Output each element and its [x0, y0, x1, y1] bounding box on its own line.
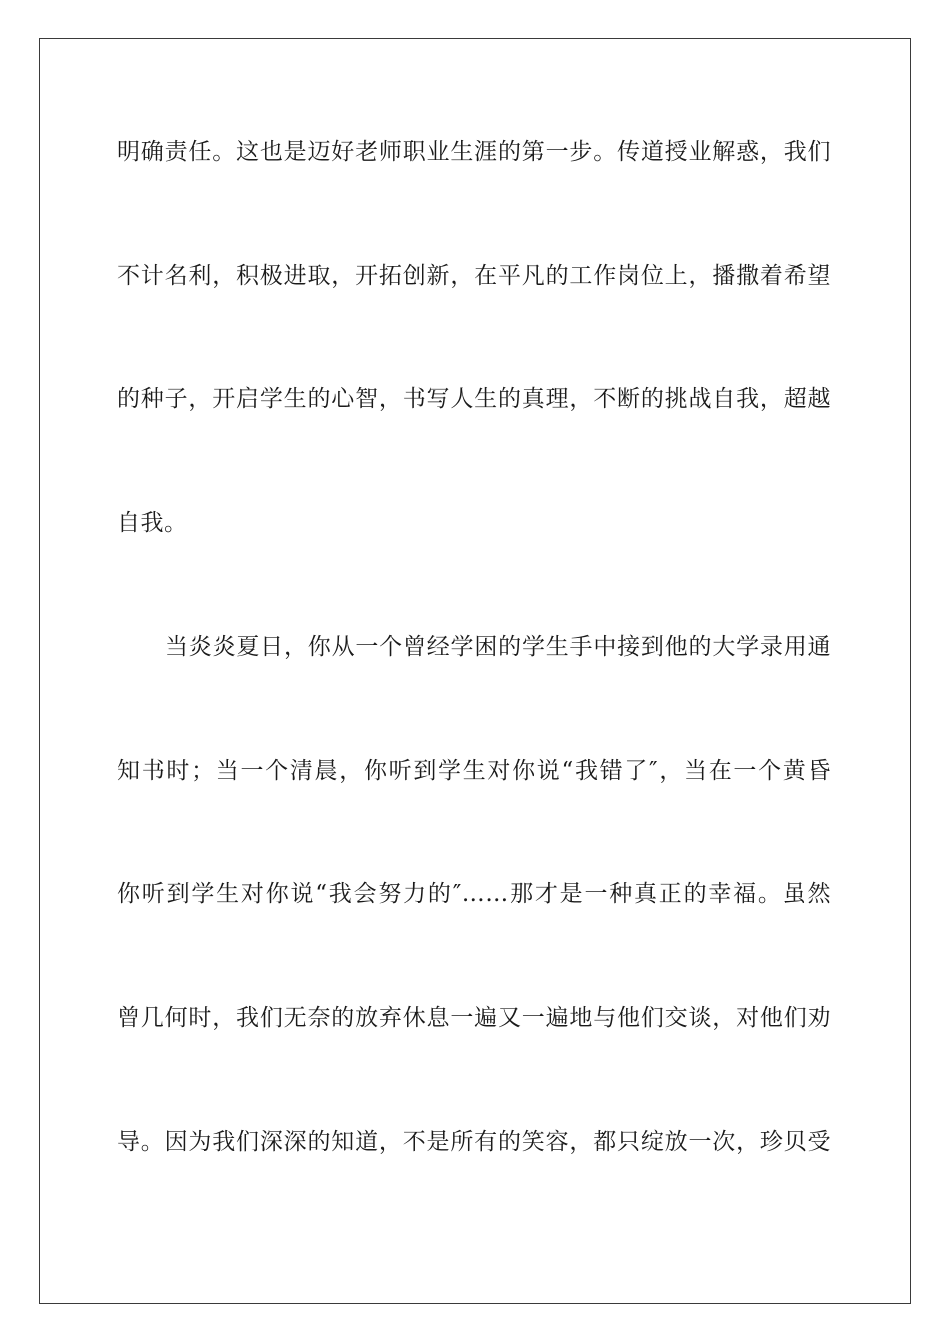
text-line: 知书时；当一个清晨，你听到学生对你说“我错了″，当在一个黄昏: [117, 758, 831, 784]
text-line: 你听到学生对你说“我会努力的″……那才是一种真正的幸福。虽然: [117, 881, 831, 907]
text-line: 曾几何时，我们无奈的放弃休息一遍又一遍地与他们交谈，对他们劝: [117, 1005, 831, 1031]
text-line: 当炎炎夏日，你从一个曾经学困的学生手中接到他的大学录用通: [165, 634, 831, 660]
text-line: 不计名利，积极进取，开拓创新，在平凡的工作岗位上，播撒着希望: [117, 263, 831, 289]
page-border: [39, 38, 911, 1304]
text-line: 明确责任。这也是迈好老师职业生涯的第一步。传道授业解惑，我们: [117, 139, 831, 165]
text-line: 导。因为我们深深的知道，不是所有的笑容，都只绽放一次，珍贝受: [117, 1129, 831, 1155]
text-line: 的种子，开启学生的心智，书写人生的真理，不断的挑战自我，超越: [117, 386, 831, 412]
text-line: 自我。: [117, 510, 188, 536]
